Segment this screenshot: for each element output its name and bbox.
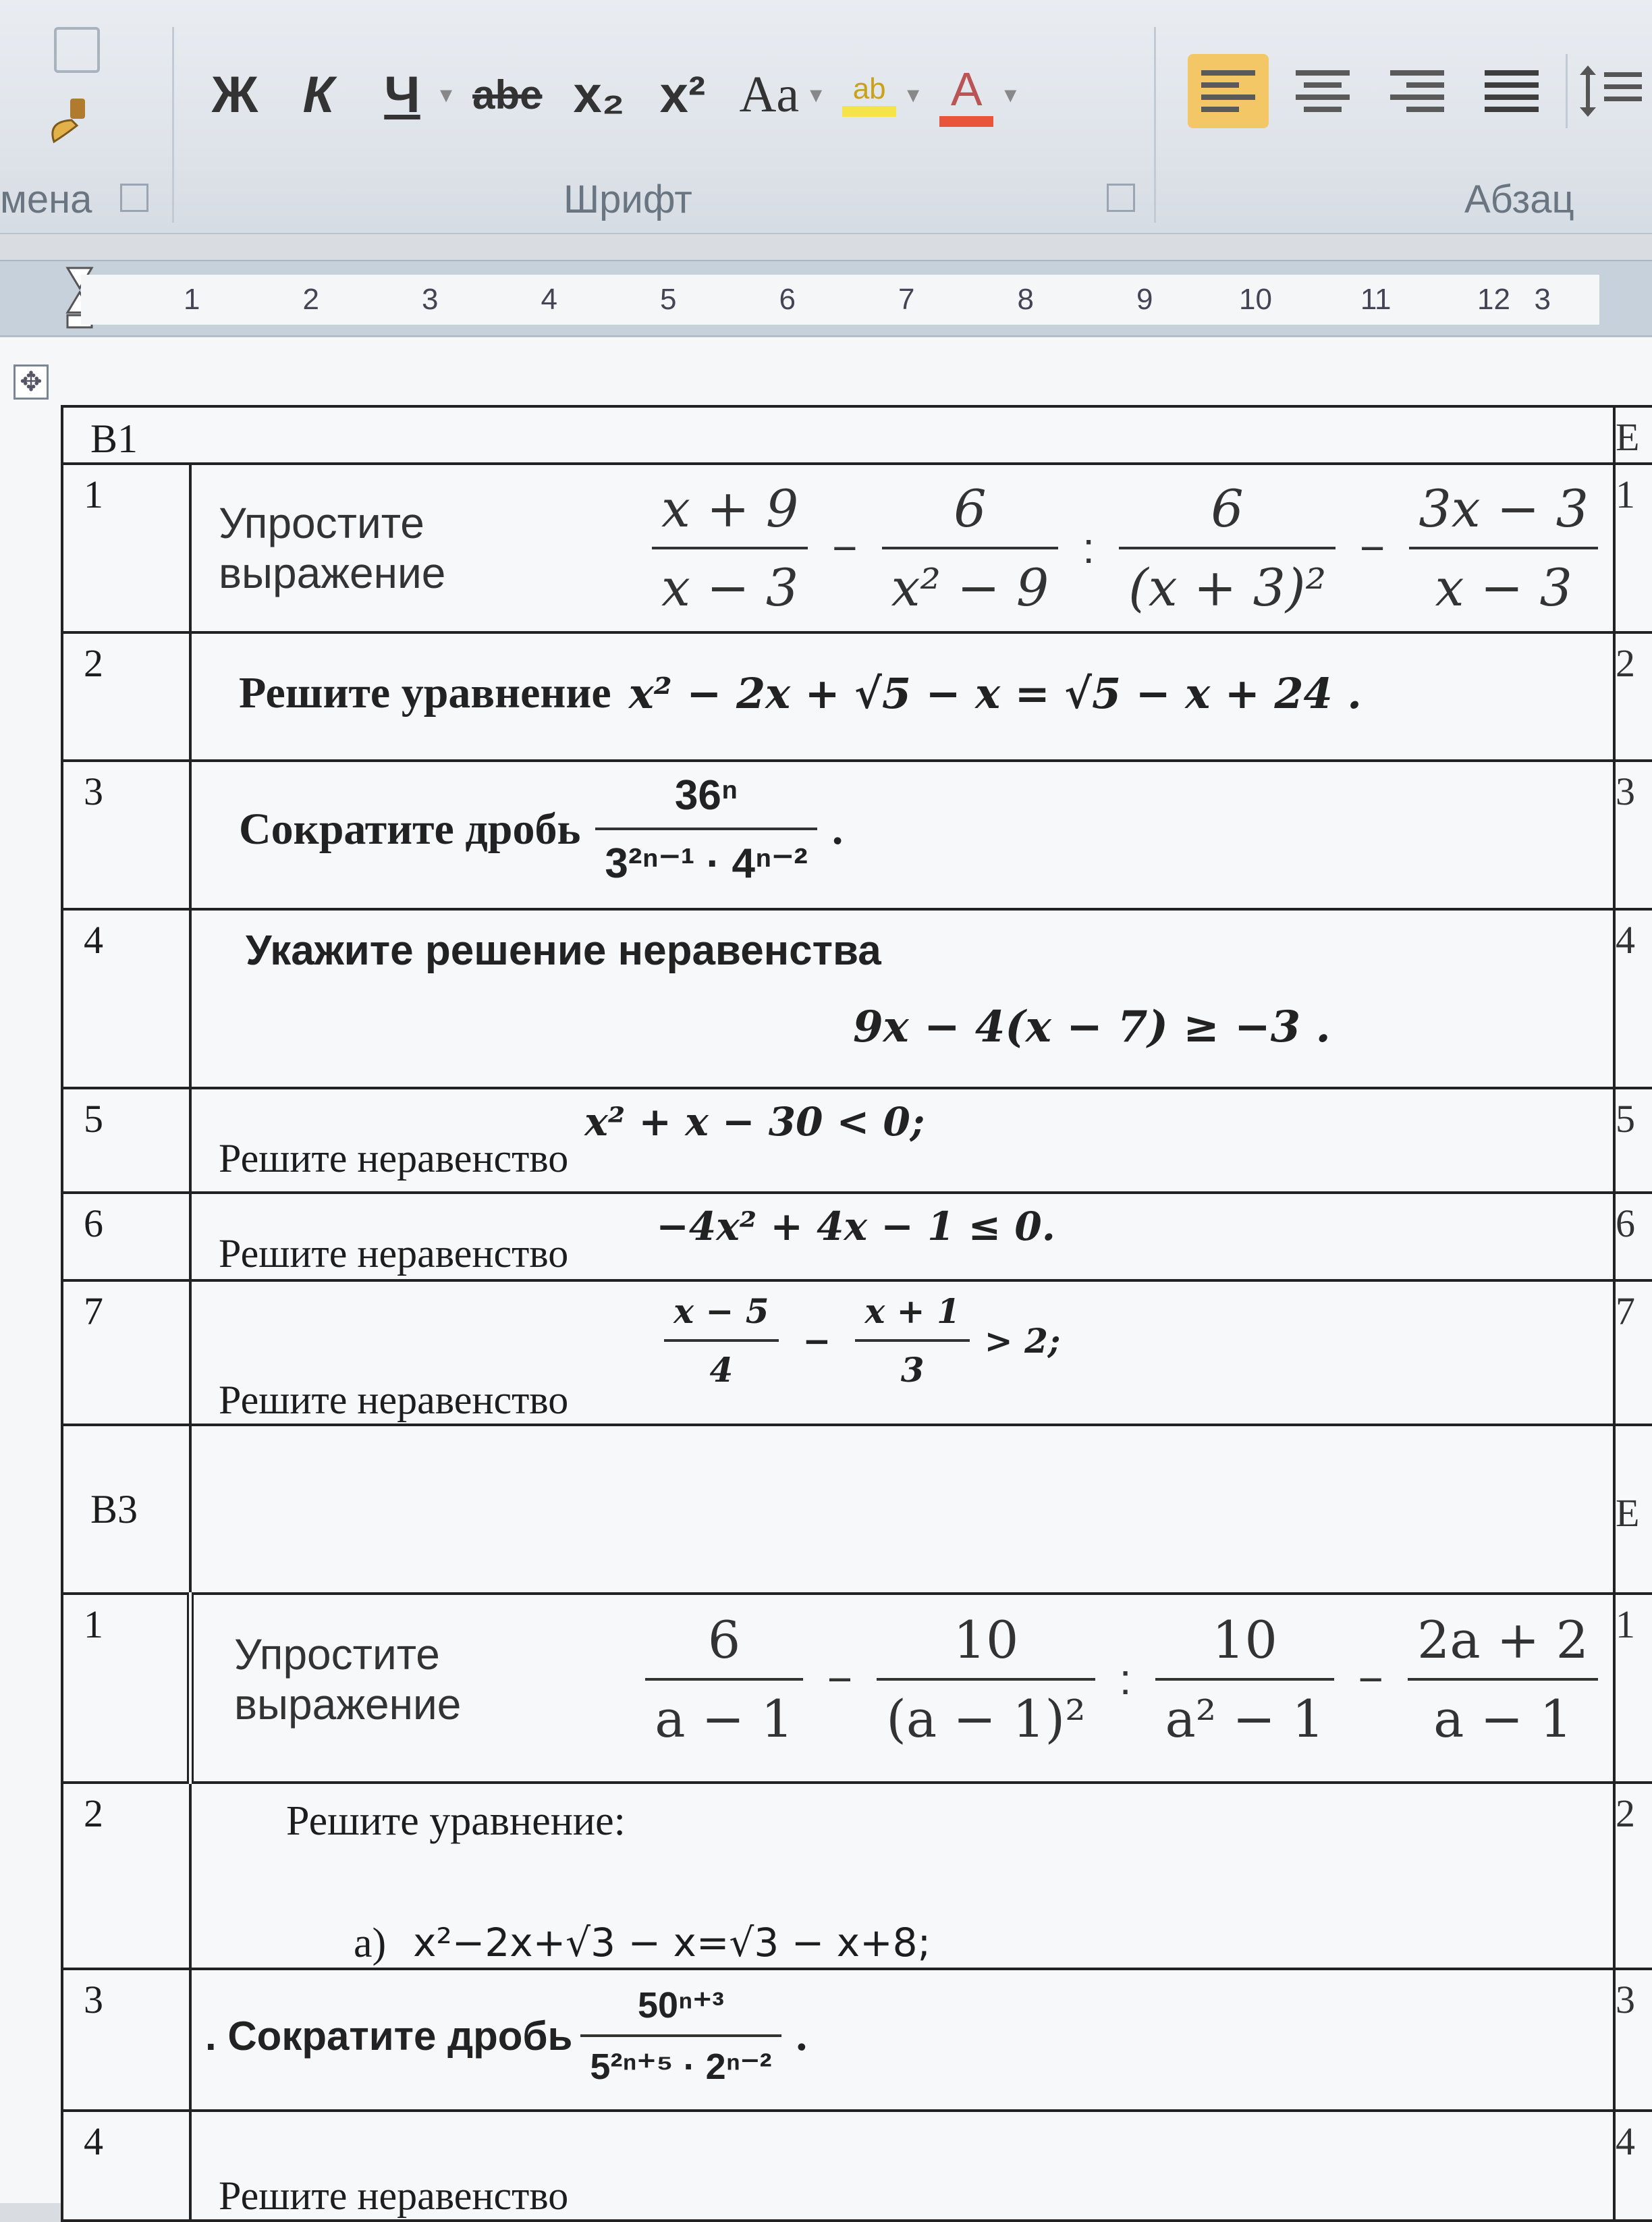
denominator: a² − 1: [1165, 1689, 1325, 1749]
font-group: [189, 0, 1147, 233]
ruler-tick: 10: [1239, 283, 1272, 316]
inequality: [649, 1291, 1060, 1390]
task-number: 3: [62, 1969, 190, 2111]
denominator: (x + 3)²: [1128, 558, 1327, 618]
fraction: [664, 1291, 778, 1390]
task-number: 2: [62, 632, 190, 761]
denominator: 5²ⁿ⁺⁵ · 2ⁿ⁻²: [590, 2047, 772, 2087]
operator-minus: −: [1358, 1655, 1383, 1704]
equation: x²−2x+√3 − x=√3 − x+8;: [413, 1920, 931, 1966]
change-case-dropdown-icon[interactable]: ▾: [810, 81, 823, 108]
numerator: 10: [1212, 1610, 1277, 1670]
fraction: [1155, 1610, 1333, 1749]
variant-b1-text: B1: [90, 416, 138, 461]
variant-right-text: E: [1616, 415, 1640, 459]
strikethrough-button[interactable]: abe: [472, 72, 543, 117]
task-number: 4: [62, 909, 190, 1088]
denominator: 3: [900, 1350, 925, 1390]
highlight-button[interactable]: [830, 57, 908, 132]
task-text: Укажите решение неравенства: [246, 927, 881, 974]
align-left-icon: [1201, 67, 1255, 115]
numerator: 6: [1211, 479, 1244, 539]
equation: x² − 2x + √5 − x = √5 − x + 24 .: [628, 668, 1362, 718]
table-move-handle-icon[interactable]: ✥: [13, 364, 49, 400]
font-color-dropdown-icon[interactable]: ▾: [1004, 81, 1017, 108]
justify-button[interactable]: [1471, 54, 1552, 128]
denominator: 3²ⁿ⁻¹ · 4ⁿ⁻²: [605, 840, 808, 887]
clipboard-dialog-launcher-icon[interactable]: [120, 184, 148, 212]
task-number: 5: [62, 1088, 190, 1193]
clipboard-group: [0, 0, 169, 233]
task-text: Решите неравенство: [219, 1378, 569, 1422]
underline-button[interactable]: Ч: [384, 65, 420, 124]
change-case-button[interactable]: Aa: [739, 65, 800, 123]
fraction: [580, 1984, 781, 2088]
operator-minus: −: [827, 1655, 853, 1704]
variant-right-text: E: [1616, 1490, 1640, 1535]
fraction: [1408, 1610, 1598, 1749]
fraction: [645, 1610, 803, 1749]
table-row: [62, 1425, 1652, 1594]
table-row: [62, 909, 1652, 1088]
table-row: [62, 1969, 1652, 2111]
highlight-color-bar: [842, 106, 896, 117]
edge-number: 1: [1614, 464, 1652, 632]
denominator: x² − 9: [891, 558, 1049, 618]
table-row: [62, 2111, 1652, 2221]
numerator: 6: [954, 479, 987, 539]
task-number: 1: [62, 1594, 190, 1783]
align-right-icon: [1390, 67, 1444, 115]
fraction: [855, 1291, 969, 1390]
numerator: 3x − 3: [1419, 479, 1589, 539]
inequality: −4x² + 4x − 1 ≤ 0.: [656, 1203, 1055, 1249]
edge-number: 3: [1614, 761, 1652, 909]
edge-number: 2: [1614, 1783, 1652, 1969]
operator-divide: :: [1082, 524, 1095, 572]
operator-minus: −: [1360, 524, 1385, 572]
numerator: 2a + 2: [1416, 1610, 1589, 1670]
ruler-tick: 3: [1534, 283, 1551, 316]
font-dialog-launcher-icon[interactable]: [1107, 184, 1135, 212]
task-number: 4: [62, 2111, 190, 2221]
task-cell[interactable]: [190, 1783, 1614, 1969]
numerator: 50ⁿ⁺³: [638, 1985, 724, 2026]
task-cell[interactable]: [190, 1280, 1614, 1425]
horizontal-ruler[interactable]: [0, 260, 1652, 337]
underline-dropdown-icon[interactable]: ▾: [440, 81, 453, 108]
operator-divide: :: [1119, 1655, 1132, 1704]
font-group-label: Шрифт: [563, 178, 692, 221]
align-center-icon: [1296, 67, 1350, 115]
task-text: Решите уравнение: [239, 668, 611, 717]
numerator: x + 1: [864, 1291, 960, 1331]
denominator: a − 1: [1433, 1689, 1572, 1749]
bold-button[interactable]: Ж: [211, 65, 258, 124]
task-cell[interactable]: [190, 1969, 1614, 2111]
task-text: Сократите дробь: [239, 805, 581, 854]
task-number: 6: [62, 1193, 190, 1280]
line-spacing-icon: [1577, 64, 1645, 118]
operator-minus: −: [802, 1320, 831, 1361]
numerator: 6: [707, 1610, 741, 1670]
table-row: [62, 1594, 1652, 1783]
fraction: [1119, 479, 1336, 618]
justify-icon: [1485, 67, 1539, 115]
task-cell[interactable]: [190, 1088, 1614, 1193]
fraction: [595, 771, 817, 888]
paste-icon[interactable]: [54, 27, 100, 73]
ruler-tick: 3: [422, 283, 439, 316]
table-row: [62, 632, 1652, 761]
fraction: [1409, 479, 1598, 618]
line-spacing-button[interactable]: [1566, 54, 1652, 128]
denominator: 4: [709, 1350, 734, 1390]
task-text: Решите неравенство: [219, 1136, 569, 1181]
edge-number: 7: [1614, 1280, 1652, 1425]
variant-label-b1[interactable]: [62, 406, 1614, 464]
group-separator: [1154, 27, 1156, 223]
operator-minus: −: [832, 524, 858, 572]
task-text: Упростите выражение: [234, 1630, 462, 1729]
task-cell[interactable]: [190, 632, 1614, 761]
group-separator: [172, 27, 174, 223]
table-row: [62, 1088, 1652, 1193]
table-row: [62, 1280, 1652, 1425]
edge-number: 6: [1614, 1193, 1652, 1280]
table-row: [62, 1783, 1652, 1969]
edge-number: 1: [1614, 1594, 1652, 1783]
empty-cell[interactable]: [190, 1425, 1614, 1594]
task-cell[interactable]: [190, 464, 1614, 632]
inequality: x² + x − 30 < 0;: [584, 1099, 925, 1145]
variant-b3-text: B3: [90, 1486, 138, 1532]
fraction: [882, 479, 1059, 618]
variant-label-right[interactable]: [1614, 1425, 1652, 1594]
numerator: 36ⁿ: [674, 772, 738, 819]
task-number: 2: [62, 1783, 190, 1969]
task-number: 3: [62, 761, 190, 909]
task-cell[interactable]: [190, 1193, 1614, 1280]
fraction: [877, 1610, 1095, 1749]
denominator: a − 1: [655, 1689, 794, 1749]
task-text: Упростите выражение: [219, 499, 446, 597]
task-text: Решите неравенство: [219, 2173, 569, 2218]
edge-number: 4: [1614, 2111, 1652, 2221]
subscript-button[interactable]: x₂: [573, 65, 625, 124]
task-text: Решите неравенство: [219, 1231, 569, 1276]
table-row: [62, 1193, 1652, 1280]
period: .: [796, 2011, 808, 2060]
task-cell[interactable]: [190, 1594, 1614, 1783]
ruler-tick: 7: [898, 283, 915, 316]
numerator: x − 5: [673, 1291, 769, 1331]
worksheet-table[interactable]: [61, 405, 1652, 2222]
ruler-tick: 5: [660, 283, 677, 316]
format-painter-icon[interactable]: [40, 94, 94, 148]
highlight-dropdown-icon[interactable]: ▾: [907, 81, 920, 108]
paragraph-group: [1167, 0, 1652, 233]
inequality: 9x − 4(x − 7) ≥ −3 .: [853, 1002, 1331, 1052]
numerator: x + 9: [661, 479, 799, 539]
font-color-bar: [939, 116, 993, 127]
ruler-scale: [81, 275, 1599, 325]
font-color-icon: A: [950, 63, 983, 115]
superscript-button[interactable]: x²: [659, 65, 706, 124]
variant-label-b3[interactable]: [62, 1425, 190, 1594]
align-left-button[interactable]: [1188, 54, 1269, 128]
italic-button[interactable]: К: [302, 65, 335, 124]
paragraph-group-label: Абзац: [1464, 178, 1574, 221]
denominator: (a − 1)²: [886, 1689, 1086, 1749]
ruler-tick: 6: [779, 283, 796, 316]
highlight-icon: ab: [852, 72, 886, 105]
edge-number: 3: [1614, 1969, 1652, 2111]
edge-number: 2: [1614, 632, 1652, 761]
task-text: . Сократите дробь: [205, 2013, 573, 2059]
table-row: [62, 464, 1652, 632]
ruler-tick: 4: [541, 283, 557, 316]
edge-number: 4: [1614, 909, 1652, 1088]
clipboard-group-label: мена: [0, 178, 92, 221]
ruler-tick: 9: [1136, 283, 1153, 316]
inequality-tail: > 2;: [984, 1320, 1061, 1361]
ruler-tick: 12: [1477, 283, 1510, 316]
task-number: 7: [62, 1280, 190, 1425]
edge-number: 5: [1614, 1088, 1652, 1193]
denominator: x − 3: [661, 558, 799, 618]
task-cell[interactable]: [190, 2111, 1614, 2221]
table-row: [62, 406, 1652, 464]
task-text: Решите уравнение:: [286, 1798, 626, 1844]
period: .: [831, 805, 844, 854]
denominator: x − 3: [1435, 558, 1572, 618]
fraction: [652, 479, 808, 618]
task-number: 1: [62, 464, 190, 632]
align-right-button[interactable]: [1377, 54, 1458, 128]
numerator: 10: [953, 1610, 1019, 1670]
align-center-button[interactable]: [1282, 54, 1363, 128]
ruler-tick: 8: [1017, 283, 1034, 316]
list-item-marker: а): [354, 1920, 387, 1966]
task-cell[interactable]: [190, 909, 1614, 1088]
ruler-tick: 1: [184, 283, 200, 316]
table-row: [62, 761, 1652, 909]
font-buttons-row: [196, 54, 1024, 135]
font-color-button[interactable]: [927, 57, 1006, 132]
ruler-tick: 11: [1360, 283, 1392, 316]
task-cell[interactable]: [190, 761, 1614, 909]
ruler-tick: 2: [302, 283, 319, 316]
ribbon: [0, 0, 1652, 234]
variant-label-right[interactable]: [1614, 406, 1652, 464]
